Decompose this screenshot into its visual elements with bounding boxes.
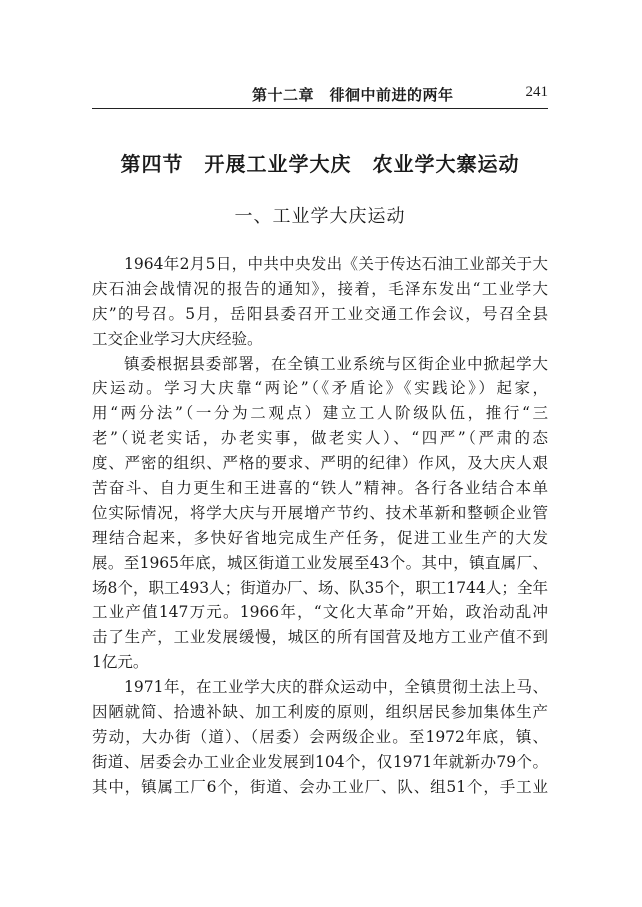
section-title: 第四节 开展工业学大庆 农业学大寨运动 bbox=[120, 152, 520, 176]
text-line: 镇委根据县委部署，在全镇工业系统与区街企业中掀起学大 bbox=[124, 354, 548, 373]
text-line: 因陋就简、拾遗补缺、加工利废的原则，组织居民参加集体生产 bbox=[92, 703, 548, 722]
text-line: 用“两分法”（一分为二观点）建立工人阶级队伍，推行“三 bbox=[92, 404, 548, 423]
text-line: 其中，镇属工厂6个，街道、会办工业厂、队、组51个，手工业 bbox=[92, 777, 548, 796]
text-line: 1971年，在工业学大庆的群众运动中，全镇贯彻土法上马、 bbox=[124, 678, 548, 697]
text-line: 击了生产，工业发展缓慢，城区的所有国营及地方工业产值不到 bbox=[92, 628, 548, 647]
running-header bbox=[92, 82, 548, 109]
text-line: 展。至1965年底，城区街道工业发展至43个。其中，镇直属厂、 bbox=[92, 553, 548, 572]
text-line: 位实际情况，将学大庆与开展增产节约、技术革新和整顿企业管 bbox=[92, 503, 548, 522]
text-line: 劳动，大办街（道）、（居委）会两级企业。至1972年底，镇、 bbox=[92, 727, 548, 746]
text-line: 场8个，职工493人；街道办厂、场、队35个，职工1744人；全年 bbox=[92, 578, 548, 597]
text-line: 工交企业学习大庆经验。 bbox=[92, 329, 263, 348]
body-text bbox=[92, 252, 548, 800]
text-line: 理结合起来，多快好省地完成生产任务，促进工业生产的大发 bbox=[92, 528, 548, 547]
subsection-title: 一、工业学大庆运动 bbox=[234, 206, 406, 227]
text-line: 庆运动。学习大庆靠“两论”（《矛盾论》《实践论》）起家， bbox=[92, 379, 548, 398]
text-line: 庆”的号召。5月，岳阳县委召开工业交通工作会议，号召全县 bbox=[92, 304, 548, 323]
text-line: 工业产值147万元。1966年，“文化大革命”开始，政治动乱冲 bbox=[92, 603, 548, 622]
page-number: 241 bbox=[525, 84, 548, 100]
text-line: 1964年2月5日，中共中央发出《关于传达石油工业部关于大 bbox=[124, 255, 548, 273]
text-line: 苦奋斗、自力更生和王进喜的“铁人”精神。各行各业结合本单 bbox=[92, 479, 548, 498]
chapter-title: 第十二章 徘徊中前进的两年 bbox=[252, 86, 454, 104]
text-line: 度、严密的组织、严格的要求、严明的纪律）作风，及大庆人艰 bbox=[92, 454, 548, 473]
text-line: 1亿元。 bbox=[92, 653, 149, 672]
text-line: 庆石油会战情况的报告的通知》，接着，毛泽东发出“工业学大 bbox=[92, 279, 548, 298]
text-line: 街道、居委会办工业企业发展到104个，仅1971年就新办79个。 bbox=[92, 752, 548, 771]
text-line: 老”（说老实话，办老实事，做老实人）、“四严”（严肃的态 bbox=[92, 429, 548, 448]
